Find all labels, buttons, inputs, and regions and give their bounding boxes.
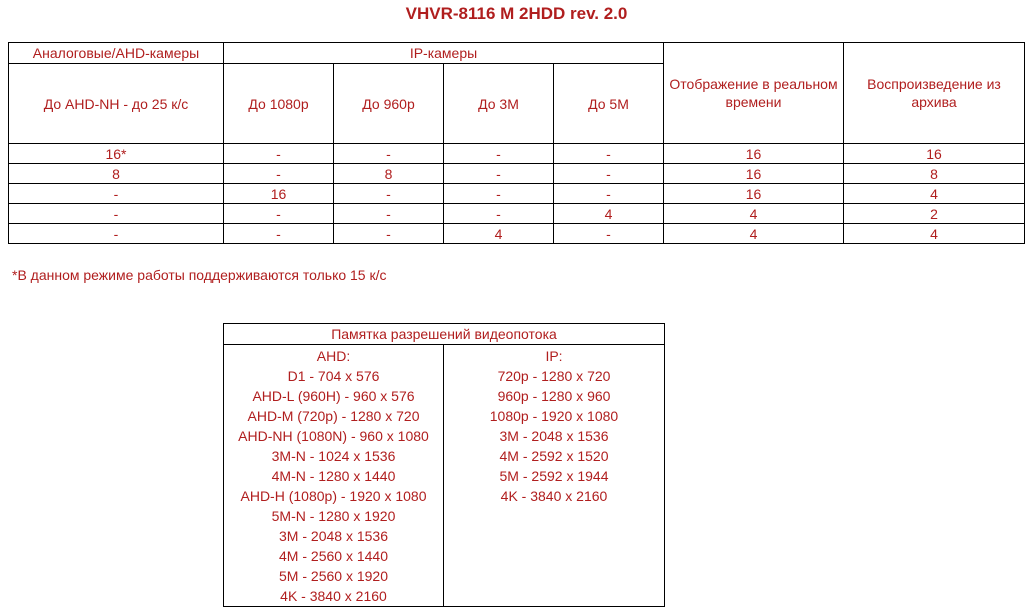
- table-cell: -: [554, 144, 664, 164]
- table-cell: 4: [844, 184, 1025, 204]
- table-cell: 4: [554, 204, 664, 224]
- table-row: [9, 144, 1025, 164]
- table-cell: 16: [664, 164, 844, 184]
- page-title: VHVR-8116 M 2HDD rev. 2.0: [405, 4, 628, 23]
- table-cell: 16: [224, 184, 334, 204]
- table-row: [9, 224, 1025, 244]
- table-row: [9, 184, 1025, 204]
- list-item: 4M - 2560 x 1440: [279, 548, 388, 564]
- list-item: AHD-NH (1080N) - 960 x 1080: [238, 428, 429, 444]
- list-item: 3M-N - 1024 x 1536: [271, 448, 396, 464]
- col-header-analog: До AHD-NH - до 25 к/с: [9, 64, 224, 144]
- table-cell: -: [334, 204, 444, 224]
- table-cell: -: [444, 204, 554, 224]
- list-item: AHD-L (960H) - 960 x 576: [252, 388, 415, 404]
- list-item: 5M - 2560 x 1920: [279, 568, 388, 584]
- col-header-playback: Воспроизведение из архива: [844, 43, 1025, 144]
- table-row: [9, 204, 1025, 224]
- list-item: AHD-M (720p) - 1280 x 720: [247, 408, 420, 424]
- list-item: D1 - 704 x 576: [287, 368, 380, 384]
- list-item: 5M - 2592 x 1944: [499, 468, 609, 484]
- table-cell: -: [224, 164, 334, 184]
- ahd-header: AHD:: [316, 348, 351, 364]
- table-cell: -: [334, 144, 444, 164]
- table-cell: 16: [844, 144, 1025, 164]
- table-cell: 8: [844, 164, 1025, 184]
- table-cell: 4: [844, 224, 1025, 244]
- col-header-ip-960p: До 960р: [334, 64, 444, 144]
- col-header-live: Отображение в реальном времени: [664, 43, 844, 144]
- list-item: 960p - 1280 x 960: [497, 388, 611, 404]
- resolutions-caption: Памятка разрешений видеопотока: [224, 324, 665, 345]
- resolutions-reference-table: [223, 323, 665, 607]
- list-item: 4K - 3840 x 2160: [280, 588, 387, 604]
- table-cell: -: [444, 164, 554, 184]
- table-cell: 16: [664, 184, 844, 204]
- table-cell: -: [224, 224, 334, 244]
- table-cell: 16: [664, 144, 844, 164]
- list-item: 3M - 2048 x 1536: [279, 528, 388, 544]
- table-cell: -: [9, 224, 224, 244]
- table-cell: -: [334, 184, 444, 204]
- list-item: 1080p - 1920 x 1080: [489, 408, 619, 424]
- ip-resolutions-column: [444, 345, 665, 607]
- col-header-ip-1080p: До 1080р: [224, 64, 334, 144]
- group-header-analog: Аналоговые/AHD-камеры: [9, 43, 224, 64]
- table-cell: -: [9, 204, 224, 224]
- table-cell: 2: [844, 204, 1025, 224]
- table-cell: -: [554, 164, 664, 184]
- list-item: 5M-N - 1280 x 1920: [271, 508, 396, 524]
- table-cell: 4: [444, 224, 554, 244]
- col-header-ip-5m: До 5М: [554, 64, 664, 144]
- recording-modes-table: [8, 42, 1025, 244]
- list-item: 4M - 2592 x 1520: [499, 448, 609, 464]
- table-cell: -: [334, 224, 444, 244]
- table-row: [9, 164, 1025, 184]
- table-cell: -: [224, 144, 334, 164]
- table-cell: 16*: [9, 144, 224, 164]
- list-item: 4K - 3840 x 2160: [500, 488, 608, 504]
- ip-header: IP:: [545, 348, 563, 364]
- table-cell: -: [9, 184, 224, 204]
- list-item: 3M - 2048 x 1536: [499, 428, 609, 444]
- table-cell: 8: [334, 164, 444, 184]
- group-header-ip: IP-камеры: [224, 43, 664, 64]
- footnote: *В данном режиме работы поддерживаются только 15 к/с: [12, 267, 387, 283]
- table-cell: -: [554, 184, 664, 204]
- table-cell: -: [444, 144, 554, 164]
- list-item: 720p - 1280 x 720: [497, 368, 611, 384]
- table-cell: 4: [664, 224, 844, 244]
- table-cell: 8: [9, 164, 224, 184]
- table-cell: -: [554, 224, 664, 244]
- table-cell: 4: [664, 204, 844, 224]
- table-cell: -: [444, 184, 554, 204]
- ahd-resolutions-column: [224, 345, 444, 607]
- list-item: AHD-H (1080p) - 1920 x 1080: [240, 488, 427, 504]
- col-header-ip-3m: До 3М: [444, 64, 554, 144]
- list-item: 4M-N - 1280 x 1440: [271, 468, 396, 484]
- table-cell: -: [224, 204, 334, 224]
